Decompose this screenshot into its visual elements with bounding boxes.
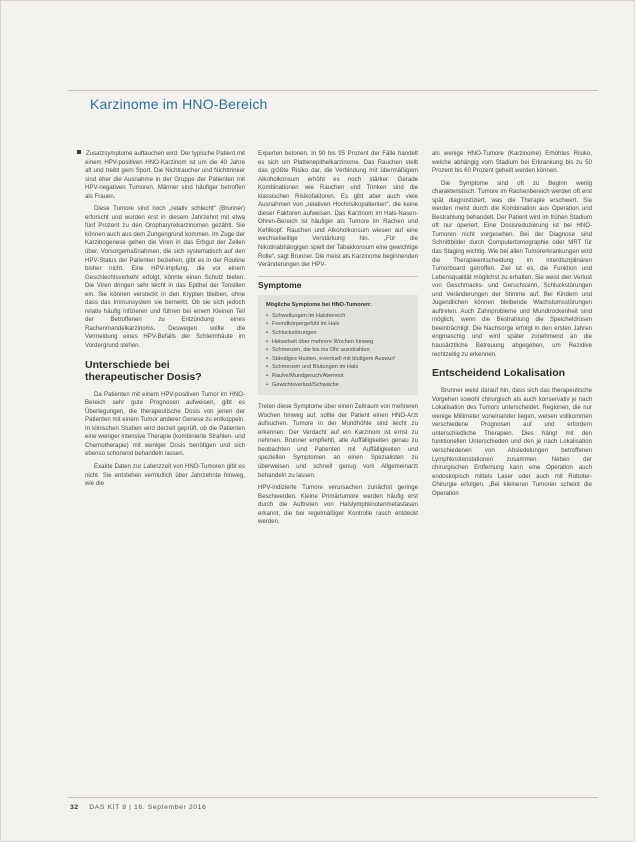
square-bullet-icon [77,150,81,154]
col1-paragraph-1 [85,150,245,201]
column-2 [258,150,418,531]
section-heading-localisation: Entscheidend Lokalisation [432,367,566,380]
col3-paragraph-2: Die Symptome sind oft zu Beginn wenig charakteristisch. Tumore im Rachenbereich werden oft erst spät diagnostiziert, was die Therapie erschwert. Sie werden meist durch die Kombination aus Operation und Bestrahlung behandelt. Der Patient wird im frühen Stadium oft nur operiert. Eine Dosisreduzierung ist bei HNO-Tumoren nicht vorgesehen. Bei der Diagnose sind Schnittbilder durch Computertomographie oder MRT für das Staging wichtig. Wie bei allen Tumorerkrankungen wird die Therapieentscheidung im interdisziplinären Tumorboard getroffen. Ziel ist es, die Funktion und Lebensqualität möglichst zu erhalten. Sie weist den Verlust von Geschmacks- und Geruchssinn, Schluckstörungen und Veränderungen der Stimme auf. Bei Kindern und Jugendlichen können bleibende Wachstumsstörungen auftreten. Auch Zahnprobleme und Mundtrockenheit sind möglich, wenn die Bestrahlung die Speicheldrüsen beeinträchtigt. Die Nachsorge erfolgt in den ersten Jahren engmaschig und wird später zunehmend an die hausärztliche Betreuung abgegeben, um Rezidive rechtzeitig zu erkennen. [432,179,592,358]
page-footer [70,804,206,811]
symptom-item: • Ständiges Husten, eventuell mit blutigem Auswurf [266,355,412,364]
symptoms-list [266,312,412,389]
page-title: Karzinome im HNO-Bereich [90,96,268,112]
page-number: 32 [70,804,79,811]
col2-paragraph-1: Experten betonen. In 90 bis 95 Prozent der Fälle handelt es sich um Plattenepithelkarzinome. Das Rauchen stellt das größte Risiko dar, die Verbindung mit übermäßigem Alkoholkonsum erhöht es noch stärker. Gerade Kombinationen wie Rauchen und Trinken sind die klassischen Risikofaktoren. Es gibt aber auch viele Ausnahmen von „relativen Hochrisikopatienten“, die keine dieser Faktoren aufweisen. Das Karzinom im Hals-Nasen-Ohren-Bereich ist häufiger als Tumore im Rachen und Kehlkopf. Rauchen und Alkoholkonsum wiesen auf eine wechselseitige Verstärkung hin. „Für die Nikotinabhängigen spielt der Tabakkonsum eine gewichtige Rolle“, sagt Brunner. Die meist als Karzinome beginnenden Veränderungen der HPV- [258,150,418,269]
col1-paragraph-1-text: Zusatzsymptome auftauchen wird. Der typische Patient mit einem HPV-positiven HNO-Karzinom ist um die 40 Jahre alt und treibt gern Sport. Die Nichtraucher und Nichttrinker sind eher die Ausnahme in der Gruppe der Patienten mit HPV-negativen Tumoren. Männer sind häufiger betroffen als Frauen. [85,150,245,200]
col3-paragraph-3: Brunner weist darauf hin, dass sich das therapeutische Vorgehen sowohl chirurgisch als auch konservativ je nach Lokalisation des Tumors unterscheidet. Regionen, die nur wenige Millimeter voneinander liegen, weisen vollkommen verschiedene Prognosen auf und erfordern unterschiedliche Therapien. Dies hängt mit den funktionellen Unterschieden und den je nach Lokalisation verschiedenen von Absiedelungen betroffenen Lymphknotenstationen zusammen. Neben der chirurgischen Entfernung kann eine Operation auch endoskopisch mittels Laser oder auch mit Roboter-Chirurgie erfolgen. „Bei kleineren Tumoren scheint die Operation [432,387,592,497]
top-rule [68,90,598,91]
column-1 [85,150,245,493]
column-3 [432,150,592,502]
symptom-item: • Heiserkeit über mehrere Wochen hinweg [266,338,412,347]
col2-paragraph-3: HPV-indizierte Tumore verursachen zunächst geringe Beschwerden. Kleine Primärtumore werden häufig erst durch die Auftreten von Halslymphknotenmetastasen erkannt, die bei regelmäßiger Kontrolle rasch entdeckt werden. [258,484,418,526]
col1-paragraph-2: Diese Tumore sind noch „relativ schlecht“ (Brunner) erforscht und wurden erst in diesem Jahrzehnt mit etwa fünf Prozent zu den Oropharynxkarzinomen gezählt. Sie können auch aus dem Zungengrund kommen. Im Zuge der Karzinogenese gehen die Viren in das Erbgut der Zellen über. Vorsorgemaßnahmen, die sich systematisch auf den HPV-Status der Patienten beziehen, gibt es in der Routine bisher nicht. Eine HPV-Impfung, die vor einem Geschlechtsverkehr erfolgt, könnte einen Schutz bieten. Die Viren dringen sehr leicht in das Epithel der Tonsillen ein. Sie können versteckt in den Krypten bleiben, ohne dass das Immunsystem sie bemerkt. Ob sie sich jedoch relativ häufig infizieren und führen bei einem Kleinen Teil der Betroffenen zu Entzündung eines Rachenmandelkarzinoms. Deswegen sollte die Vermeidung eines HPV-Befalls der Schleimhäute im Vordergrund stehen. [85,205,245,350]
symptom-item: • Rauhe/Mundgeruch/Atemnot [266,372,412,381]
section-heading-symptoms: Symptome [258,279,302,290]
symptom-item: • Fremdkörpergefühl im Hals [266,320,412,329]
symptom-item: • Schmerzen und Blutungen im Hals [266,363,412,372]
symptom-item: • Schmerzen, die bis ins Ohr ausstrahlen [266,346,412,355]
section-heading-dose: Unterschiede bei therapeutischer Dosis? [85,358,202,383]
symptoms-box-title: Mögliche Symptome bei HNO-Tumoren: [266,302,372,309]
symptom-item: • Schluckstörungen [266,329,412,338]
col3-paragraph-1: als wenige HNO-Tumore (Karzinome) Erhöhtes Risiko, welche abhängig vom Stadium bei Erkrankung bis zu 50 Prozent bis 60 Prozent geheilt werden können. [432,150,592,175]
col1-paragraph-3: Da Patienten mit einem HPV-positiven Tumor im HNO-Bereich sehr gute Prognosen aufweisen, gibt es Überlegungen, die therapeutische Dosis von jenen der Patienten mit einem Tumor anderer Genese zu entkoppeln. In klinischen Studien wird derzeit geprüft, ob die Patienten eine weniger intensive Therapie (kombinierte Strahlen- und Chemotherapie) mit weniger Dosis benötigen und sich ebenso schonend behandeln lassen. [85,390,245,458]
symptoms-box [258,295,418,395]
symptom-item: • Gewichtsverlust/Schwäche [266,381,412,390]
col1-paragraph-4: Exakte Daten zur Latenzzeit von HNO-Tumoren gibt es nicht. Sie entstehen vermutlich über Jahrzehnte hinweg, wie die [85,462,245,488]
symptoms-rule [258,276,418,277]
footer-text: DAS KIT 8 | 16. September 2016 [89,804,207,811]
bottom-rule [68,797,598,798]
col2-paragraph-2: Treten diese Symptome über einen Zeitraum von mehreren Wochen hinweg auf, sollte der Patient einen HNO-Arzt aufsuchen. Tumore in der Mundhöhle sind leicht zu erkennen. Der Verdacht auf ein Karzinom ist ernst zu nehmen. Brunner empfiehlt, alle Auffälligkeiten genau zu beobachten und Patienten mit Auffälligkeiten und speziellen Symptomen an einen Spezialisten zu überweisen und schnell genug vom Allgemeinarzt behandeln zu lassen. [258,403,418,479]
symptom-item: • Schwellungen im Halsbereich [266,312,412,321]
